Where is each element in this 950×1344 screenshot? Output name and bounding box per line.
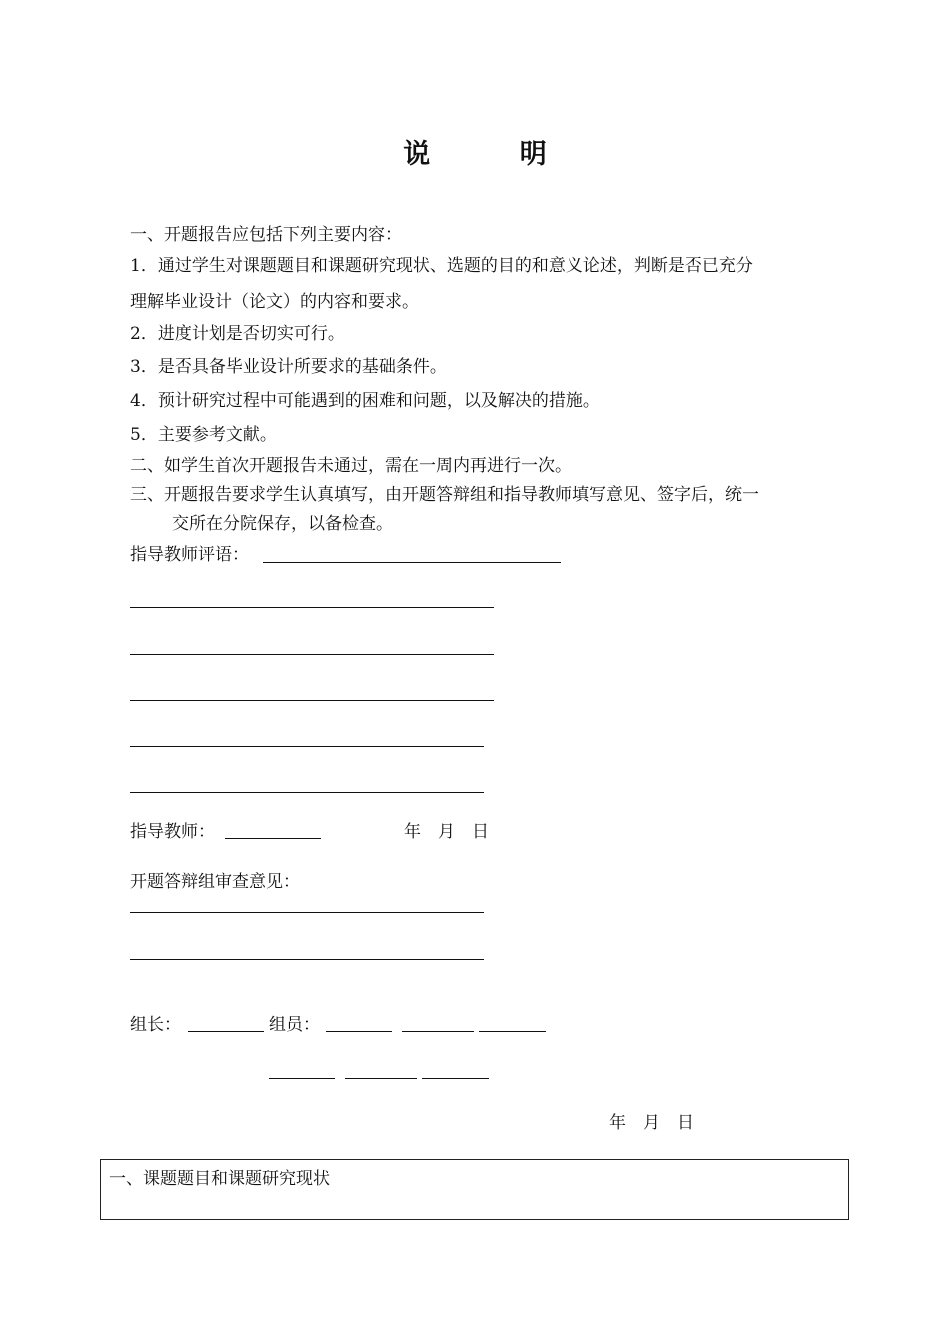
member-signature-field[interactable] [269,1078,335,1079]
advisor-date: 年 月 日 [404,822,489,842]
leader-label: 组长： [130,1015,181,1035]
member-signature-field[interactable] [479,1031,546,1032]
topic-table-cell[interactable] [100,1159,849,1220]
advisor-comment-line[interactable] [130,746,484,747]
advisor-signature-field[interactable] [225,838,321,839]
list-item: 4．预计研究过程中可能遇到的困难和问题，以及解决的措施。 [130,391,600,411]
member-label: 组员： [269,1015,320,1035]
panel-label: 开题答辩组审查意见： [130,872,300,892]
member-signature-field[interactable] [402,1031,474,1032]
section3-line1: 三、开题报告要求学生认真填写，由开题答辩组和指导教师填写意见、签字后，统一 [130,485,759,505]
section3-line2: 交所在分院保存，以备检查。 [172,514,393,534]
advisor-comment-line[interactable] [130,700,494,701]
member-signature-field[interactable] [422,1078,489,1079]
member-signature-field[interactable] [345,1078,417,1079]
panel-date: 年 月 日 [609,1113,694,1133]
advisor-label: 指导教师： [130,822,215,842]
leader-signature-field[interactable] [188,1031,264,1032]
advisor-comment-label: 指导教师评语： [130,545,249,565]
advisor-comment-line[interactable] [130,792,484,793]
list-item: 5．主要参考文献。 [130,425,277,445]
panel-opinion-line[interactable] [130,912,484,913]
panel-opinion-line[interactable] [130,959,484,960]
list-item: 理解毕业设计（论文）的内容和要求。 [130,292,419,312]
list-item: 1．通过学生对课题题目和课题研究现状、选题的目的和意义论述，判断是否已充分 [130,256,753,276]
page-title: 说 明 [403,139,587,170]
advisor-comment-line[interactable] [130,654,494,655]
member-signature-field[interactable] [326,1031,392,1032]
list-item: 3．是否具备毕业设计所要求的基础条件。 [130,357,447,377]
topic-table-heading: 一、课题题目和课题研究现状 [109,1169,330,1189]
advisor-comment-line[interactable] [130,607,494,608]
section2: 二、如学生首次开题报告未通过，需在一周内再进行一次。 [130,456,572,476]
section1-heading: 一、开题报告应包括下列主要内容： [130,225,402,245]
list-item: 2．进度计划是否切实可行。 [130,324,345,344]
advisor-comment-field[interactable] [263,562,561,563]
